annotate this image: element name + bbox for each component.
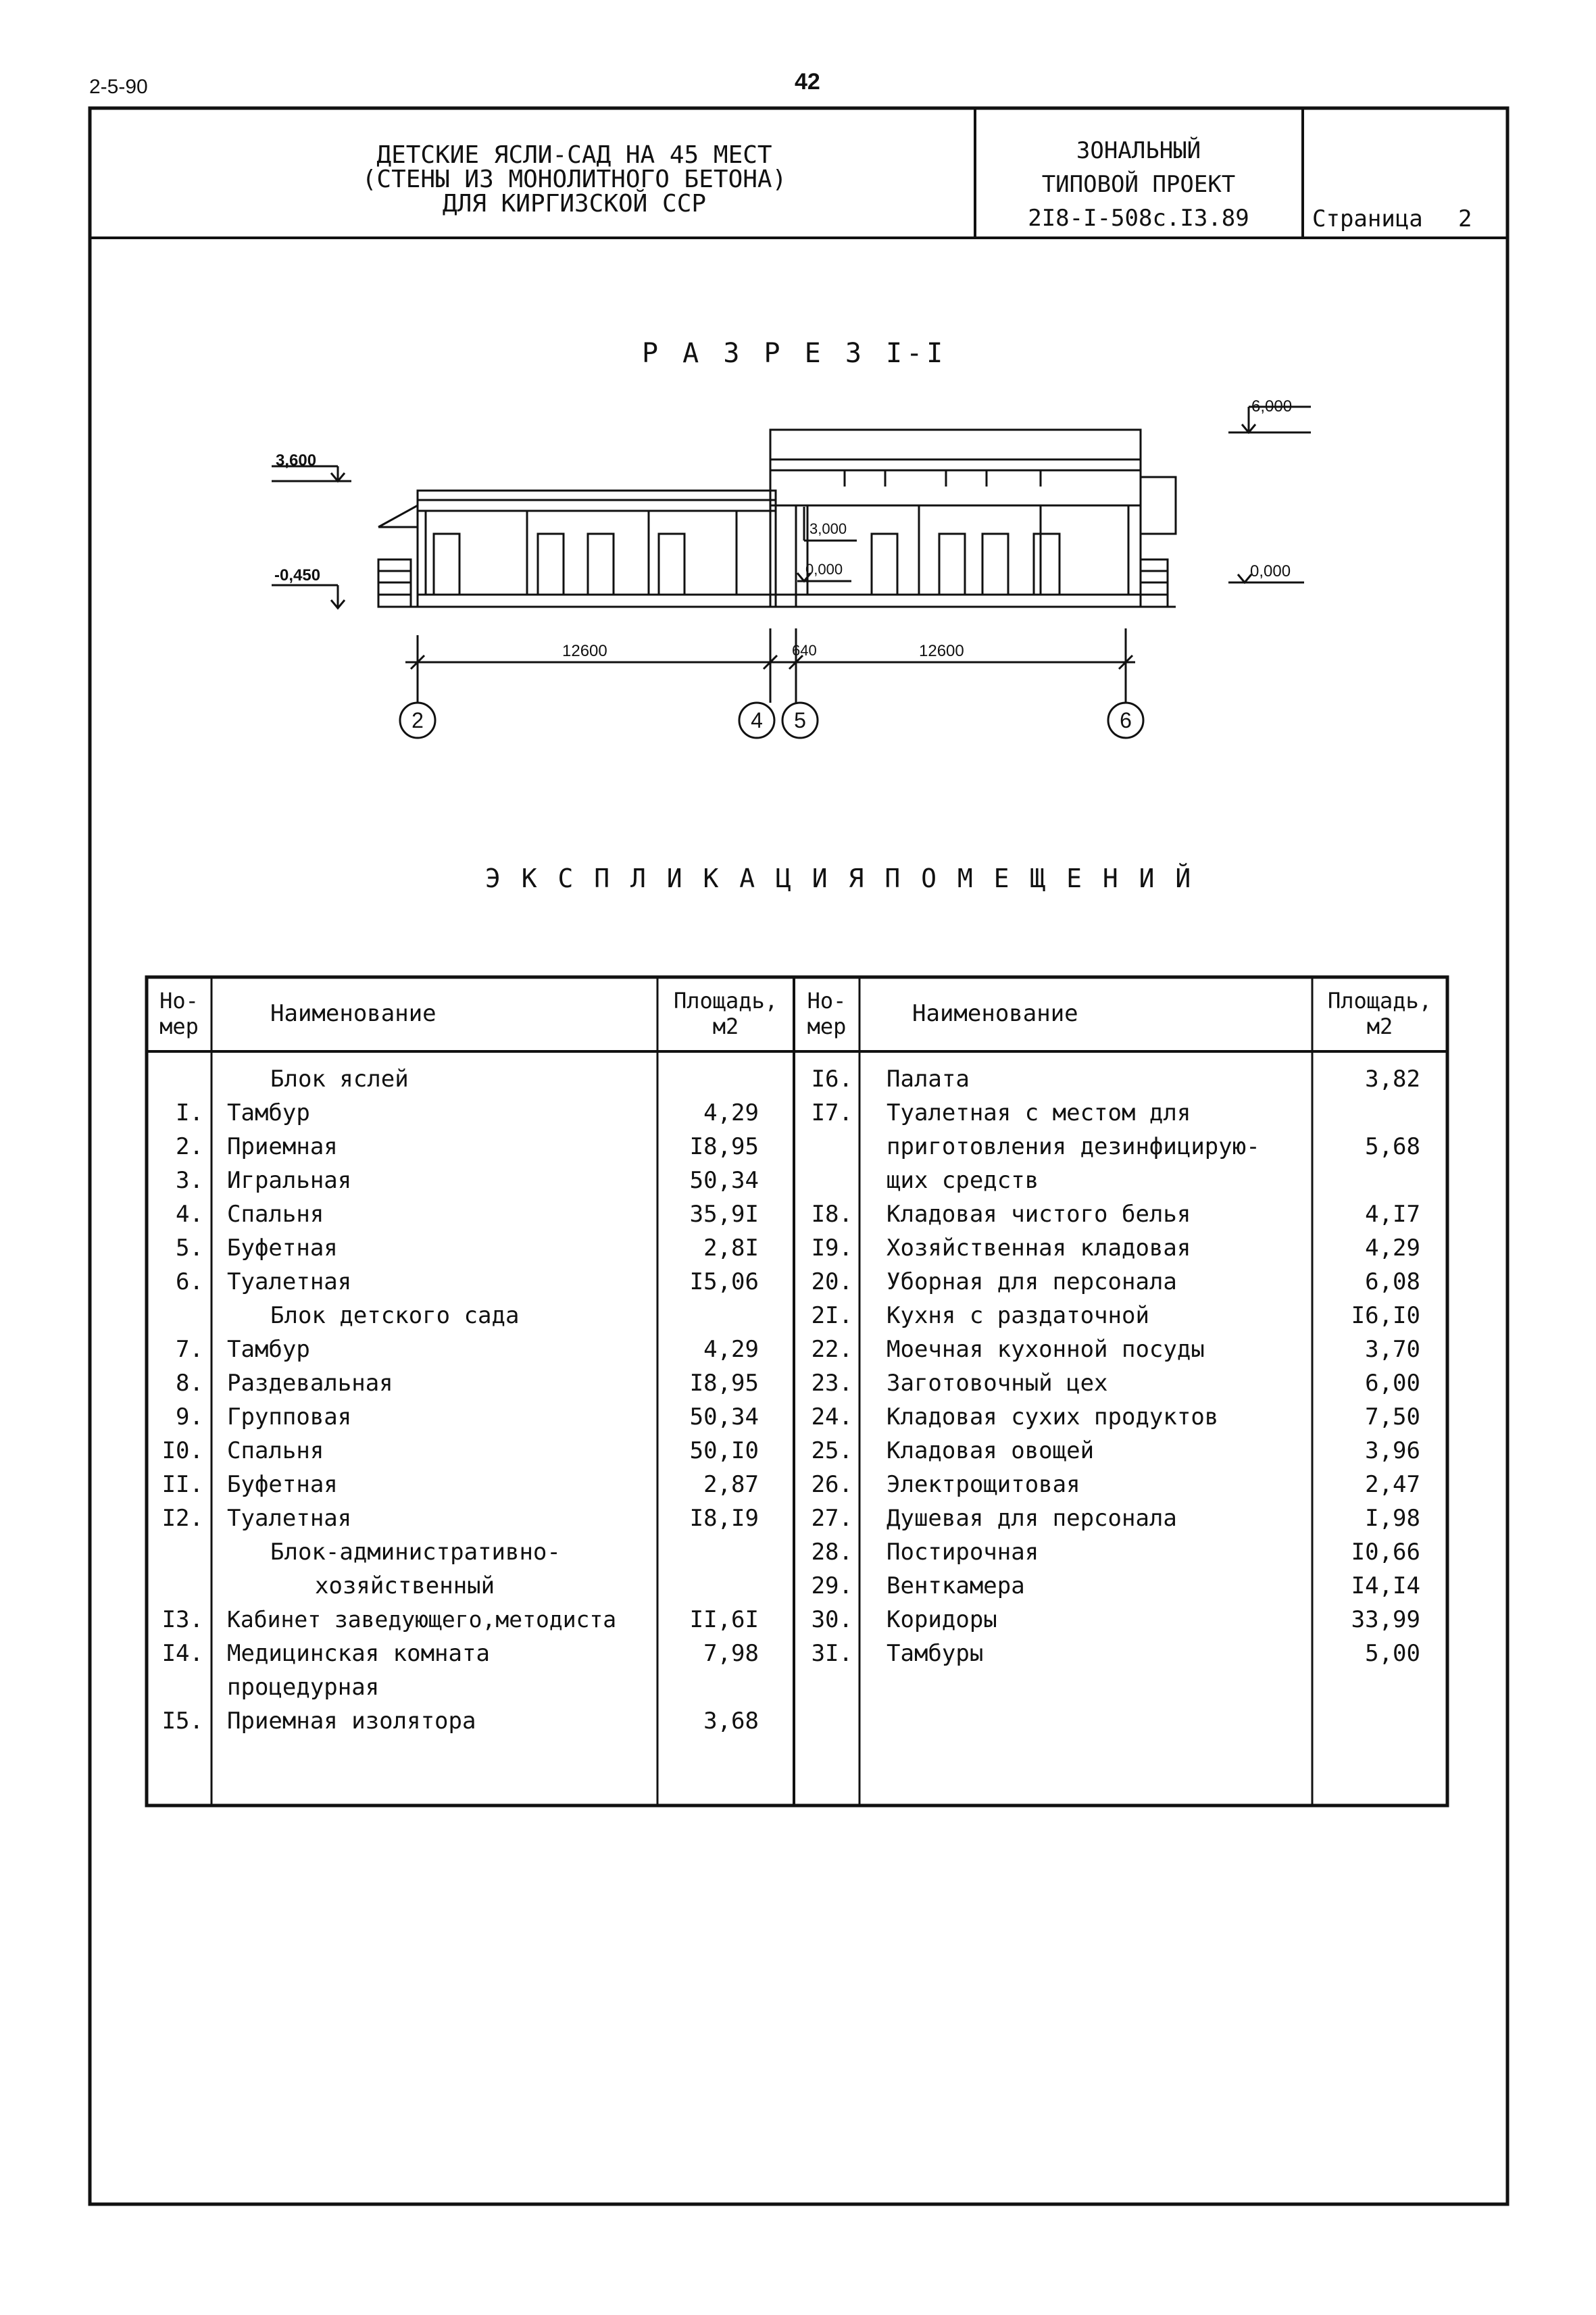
row-name: Кабинет заведующего,методиста [227,1606,617,1633]
row-name: приготовления дезинфицирую- [887,1133,1260,1160]
axis-label-5: 5 [794,708,806,732]
row-num: 3. [176,1167,203,1194]
sheet-code: 2-5-90 [89,76,148,98]
axis-label-4: 4 [751,708,763,732]
level-zero-inner: 0,000 [805,561,843,578]
row-area: 3,82 [1365,1066,1420,1093]
row-num: 27. [811,1505,853,1532]
row-area: 7,50 [1365,1403,1420,1430]
row-name: Буфетная [227,1471,338,1498]
row-name: хозяйственный [315,1572,495,1599]
row-name: процедурная [227,1674,380,1701]
level-left-top: 3,600 [276,451,317,470]
row-name: Палата [887,1066,970,1093]
row-name: Моечная кухонной посуды [887,1336,1205,1363]
row-num: 7. [176,1336,203,1363]
row-area: I6,I0 [1351,1302,1420,1329]
dim-offset: 640 [792,642,817,659]
row-num: I8. [811,1201,853,1228]
dim-right-span: 12600 [919,642,964,660]
row-name: щих средств [887,1167,1039,1194]
row-num: I3. [161,1606,203,1633]
row-name: Уборная для персонала [887,1268,1177,1295]
section-title: Р А З Р Е З I-I [642,338,947,369]
row-name: Раздевальная [227,1370,393,1397]
row-area: I5,06 [689,1268,759,1295]
row-num: 20. [811,1268,853,1295]
header-area-left-1: Площадь, [673,988,778,1014]
row-area: I8,95 [689,1133,759,1160]
header-num-left-2: мер [159,1014,199,1039]
header-area-right [1312,988,1447,1039]
page-value: 2 [1458,205,1472,232]
row-area: 6,08 [1365,1268,1420,1295]
row-name: Блок детского сада [270,1302,520,1329]
row-num: I4. [161,1640,203,1667]
header-area-left [657,988,794,1039]
row-num: 30. [811,1606,853,1633]
row-name: Тамбур [227,1336,310,1363]
row-num: 23. [811,1370,853,1397]
table-row [270,1062,409,1096]
row-num: I5. [161,1708,203,1735]
row-num: I. [176,1099,203,1126]
project-line-2: ТИПОВОЙ ПРОЕКТ [1041,171,1236,198]
row-num: 9. [176,1403,203,1430]
row-name: Кладовая сухих продуктов [887,1403,1219,1430]
row-area: 35,9I [689,1201,759,1228]
row-name: Заготовочный цех [887,1370,1108,1397]
row-area: 3,96 [1365,1437,1420,1464]
row-num: 4. [176,1201,203,1228]
header-num-left [147,988,211,1039]
row-name: Игральная [227,1167,352,1194]
axis-label-2: 2 [412,708,424,732]
row-area: 50,34 [689,1167,759,1194]
row-area: 4,29 [1365,1235,1420,1262]
row-area: 50,I0 [689,1437,759,1464]
dim-left-span: 12600 [562,642,607,660]
row-area: 3,68 [703,1708,759,1735]
title-line-3: ДЛЯ КИРГИЗСКОЙ ССР [442,190,707,218]
row-name: Блок яслей [270,1066,409,1093]
row-name: Буфетная [227,1235,338,1262]
row-num: 2. [176,1133,203,1160]
row-num: 8. [176,1370,203,1397]
row-name: Приемная изолятора [227,1708,476,1735]
row-name: Хозяйственная кладовая [887,1235,1191,1262]
row-num: 24. [811,1403,853,1430]
row-area: 33,99 [1351,1606,1420,1633]
row-name: Коридоры [887,1606,997,1633]
header-area-right-1: Площадь, [1327,988,1432,1014]
row-num: 2I. [811,1302,853,1329]
header-area-right-2: м2 [1366,1014,1393,1039]
project-line-1: ЗОНАЛЬНЫЙ [1076,137,1201,164]
page-label: Страница [1312,205,1423,232]
row-name: Венткамера [887,1572,1025,1599]
header-num-right-2: мер [807,1014,847,1039]
row-area: 4,I7 [1365,1201,1420,1228]
title-line-1: ДЕТСКИЕ ЯСЛИ-САД НА 45 МЕСТ [376,141,772,169]
axis-label-6: 6 [1120,708,1132,732]
row-name: Тамбур [227,1099,310,1126]
row-name: Приемная [227,1133,338,1160]
row-name: Туалетная с местом для [887,1099,1191,1126]
row-num: 6. [176,1268,203,1295]
row-name: Тамбуры [887,1640,984,1667]
level-zero-right: 0,000 [1250,562,1291,580]
row-num: 26. [811,1471,853,1498]
row-name: Туалетная [227,1268,352,1295]
row-num: 3I. [811,1640,853,1667]
row-name: Блок-административно- [270,1539,561,1566]
row-area: II,6I [689,1606,759,1633]
page-number: 42 [795,69,820,95]
header-name-right: Наименование [912,1000,1078,1027]
row-num: 28. [811,1539,853,1566]
row-area: 7,98 [703,1640,759,1667]
row-name: Спальня [227,1437,324,1464]
row-name: Постирочная [887,1539,1039,1566]
row-area: 2,87 [703,1471,759,1498]
row-area: 6,00 [1365,1370,1420,1397]
row-num: II. [161,1471,203,1498]
row-name: Групповая [227,1403,352,1430]
row-area: I8,I9 [689,1505,759,1532]
row-area: 2,47 [1365,1471,1420,1498]
row-num: I6. [811,1066,853,1093]
level-bottom-left: -0,450 [274,566,321,584]
row-name: Медицинская комната [227,1640,490,1667]
row-area: 4,29 [703,1336,759,1363]
row-name: Электрощитовая [887,1471,1080,1498]
row-area: I,98 [1365,1505,1420,1532]
row-area: 2,8I [703,1235,759,1262]
row-num: I0. [161,1437,203,1464]
row-area: 50,34 [689,1403,759,1430]
row-area: 3,70 [1365,1336,1420,1363]
row-num: 5. [176,1235,203,1262]
row-num: 25. [811,1437,853,1464]
row-num: I2. [161,1505,203,1532]
row-name: Спальня [227,1201,324,1228]
row-num: I9. [811,1235,853,1262]
row-area: 4,29 [703,1099,759,1126]
row-area: 5,00 [1365,1640,1420,1667]
row-area: I0,66 [1351,1539,1420,1566]
header-name-left: Наименование [270,1000,437,1027]
row-name: Душевая для персонала [887,1505,1177,1532]
header-num-left-1: Но- [159,988,199,1014]
row-area: I8,95 [689,1370,759,1397]
header-num-right-1: Но- [807,988,847,1014]
row-area: I4,I4 [1351,1572,1420,1599]
level-top: 6,000 [1251,397,1293,416]
row-area: 5,68 [1365,1133,1420,1160]
project-line-3: 2I8-I-508с.I3.89 [1028,205,1249,232]
row-name: Кладовая овощей [887,1437,1095,1464]
explication-title: Э К С П Л И К А Ц И Я П О М Е Щ Е Н И Й [485,864,1194,893]
row-num: I7. [811,1099,853,1126]
row-name: Кладовая чистого белья [887,1201,1191,1228]
row-num: 29. [811,1572,853,1599]
row-name: Кухня с раздаточной [887,1302,1149,1329]
row-num: 22. [811,1336,853,1363]
header-area-left-2: м2 [712,1014,739,1039]
title-line-2: (СТЕНЫ ИЗ МОНОЛИТНОГО БЕТОНА) [361,166,787,193]
level-mid: 3,000 [809,520,847,537]
header-num-right [794,988,859,1039]
row-name: Туалетная [227,1505,352,1532]
